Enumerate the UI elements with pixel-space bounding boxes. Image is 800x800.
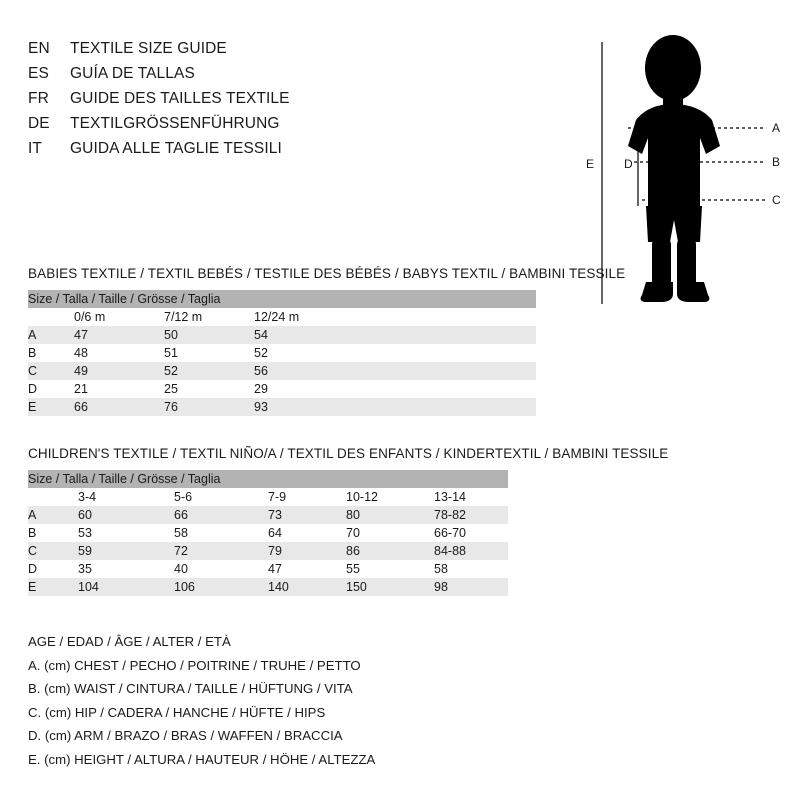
children-column-2: 7-9 (268, 488, 346, 506)
cell: 104 (78, 578, 174, 596)
babies-column-0: 0/6 m (74, 308, 164, 326)
cell: 52 (254, 344, 536, 362)
row-label: E (28, 398, 74, 416)
cell: 52 (164, 362, 254, 380)
cell: 53 (78, 524, 174, 542)
cell: 66 (74, 398, 164, 416)
cell: 78-82 (434, 506, 508, 524)
children-column-4: 13-14 (434, 488, 508, 506)
table-row (28, 398, 536, 416)
figure-label-b: B (772, 155, 781, 169)
table-row (28, 542, 508, 560)
language-row (28, 90, 448, 115)
cell: 60 (78, 506, 174, 524)
table-row (28, 380, 536, 398)
row-label: D (28, 560, 78, 578)
child-silhouette-icon (628, 35, 720, 302)
legend-line-height: E. (cm) HEIGHT / ALTURA / HAUTEUR / HÖHE / ALTEZZA (28, 751, 376, 767)
legend-line-arm: D. (cm) ARM / BRAZO / BRAS / WAFFEN / BRACCIA (28, 728, 343, 743)
legend-line-hip: C. (cm) HIP / CADERA / HANCHE / HÜFTE / HIPS (28, 704, 326, 720)
babies-size-header: Size / Talla / Taille / Grösse / Taglia (28, 290, 536, 308)
children-column-1: 5-6 (174, 488, 268, 506)
cell: 59 (78, 542, 174, 560)
cell: 64 (268, 524, 346, 542)
row-label: C (28, 542, 78, 560)
cell: 49 (74, 362, 164, 380)
table-row (28, 344, 536, 362)
language-title: TEXTILGRÖSSENFÜHRUNG (70, 115, 280, 132)
row-label: B (28, 344, 74, 362)
language-row (28, 65, 448, 90)
language-code: IT (28, 140, 42, 157)
language-title: TEXTILE SIZE GUIDE (70, 40, 227, 57)
babies-section-title: BABIES TEXTILE / TEXTIL BEBÉS / TESTILE DES BÉBÉS / BABYS TEXTIL / BAMBINI TESSILE (28, 266, 626, 281)
measurement-vertical-lines (602, 42, 638, 304)
language-title: GUIDA ALLE TAGLIE TESSILI (70, 140, 282, 157)
cell: 21 (74, 380, 164, 398)
language-code: ES (28, 65, 49, 82)
cell: 93 (254, 398, 536, 416)
cell: 25 (164, 380, 254, 398)
table-row-columns (28, 488, 508, 506)
cell: 80 (346, 506, 434, 524)
babies-column-2: 12/24 m (254, 308, 536, 326)
cell: 66-70 (434, 524, 508, 542)
table-row (28, 524, 508, 542)
table-row (28, 326, 536, 344)
cell: 47 (74, 326, 164, 344)
row-label: B (28, 524, 78, 542)
cell: 55 (346, 560, 434, 578)
children-size-header: Size / Talla / Taille / Grösse / Taglia (28, 470, 508, 488)
language-title: GUIDE DES TAILLES TEXTILE (70, 90, 290, 107)
language-code: FR (28, 90, 49, 107)
cell: 58 (174, 524, 268, 542)
cell: 140 (268, 578, 346, 596)
babies-size-table (28, 290, 536, 416)
cell: 76 (164, 398, 254, 416)
figure-label-e: E (586, 157, 595, 171)
language-row (28, 40, 448, 65)
language-row (28, 115, 448, 140)
cell: 51 (164, 344, 254, 362)
row-label: A (28, 506, 78, 524)
cell: 54 (254, 326, 536, 344)
cell: 35 (78, 560, 174, 578)
row-label: D (28, 380, 74, 398)
cell: 50 (164, 326, 254, 344)
table-row (28, 560, 508, 578)
row-label: A (28, 326, 74, 344)
babies-column-1: 7/12 m (164, 308, 254, 326)
cell: 150 (346, 578, 434, 596)
cell: 58 (434, 560, 508, 578)
language-code: DE (28, 115, 50, 132)
language-code: EN (28, 40, 50, 57)
language-row (28, 140, 448, 165)
children-size-table (28, 470, 508, 596)
table-header-band (28, 470, 508, 488)
legend-block (28, 630, 375, 771)
cell: 56 (254, 362, 536, 380)
row-label: E (28, 578, 78, 596)
table-row (28, 506, 508, 524)
table-row (28, 362, 536, 380)
language-header-list (28, 40, 448, 165)
cell: 106 (174, 578, 268, 596)
figure-label-c: C (772, 193, 781, 207)
cell: 72 (174, 542, 268, 560)
cell: 73 (268, 506, 346, 524)
table-row-columns (28, 308, 536, 326)
cell: 47 (268, 560, 346, 578)
cell: 40 (174, 560, 268, 578)
legend-line-age: AGE / EDAD / ÂGE / ALTER / ETÀ (28, 634, 231, 649)
cell: 48 (74, 344, 164, 362)
legend-line-chest: A. (cm) CHEST / PECHO / POITRINE / TRUHE / PETTO (28, 657, 361, 673)
table-row (28, 578, 508, 596)
cell: 98 (434, 578, 508, 596)
language-title: GUÍA DE TALLAS (70, 65, 195, 82)
figure-label-d: D (624, 157, 633, 171)
table-header-band (28, 290, 536, 308)
cell: 79 (268, 542, 346, 560)
children-section-title: CHILDREN'S TEXTILE / TEXTIL NIÑO/A / TEXTIL DES ENFANTS / KINDERTEXTIL / BAMBINI TESSILE (28, 446, 669, 461)
cell: 70 (346, 524, 434, 542)
row-label: C (28, 362, 74, 380)
cell: 29 (254, 380, 536, 398)
cell: 86 (346, 542, 434, 560)
cell: 84-88 (434, 542, 508, 560)
children-column-0: 3-4 (78, 488, 174, 506)
cell: 66 (174, 506, 268, 524)
legend-line-waist: B. (cm) WAIST / CINTURA / TAILLE / HÜFTUNG / VITA (28, 681, 353, 696)
figure-label-a: A (772, 121, 781, 135)
children-column-3: 10-12 (346, 488, 434, 506)
